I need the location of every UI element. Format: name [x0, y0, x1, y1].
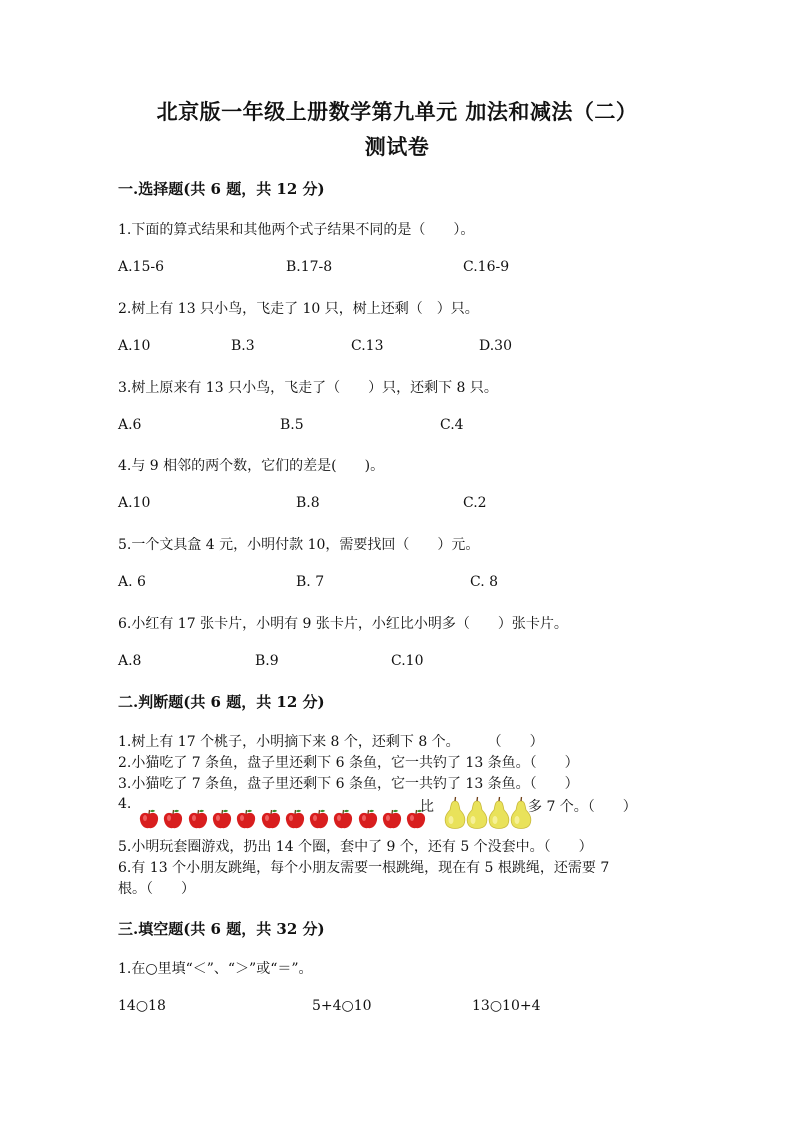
apple-icon	[308, 808, 330, 830]
judge-item-6: 6.有 13 个小朋友跳绳，每个小朋友需要一根跳绳，现在有 5 根跳绳，还需要 7	[118, 860, 610, 876]
apple-icon	[381, 808, 403, 830]
question-2: 2.树上有 13 只小鸟，飞走了 10 只，树上还剩（ ）只。	[118, 301, 479, 317]
apple-icon	[357, 808, 379, 830]
comparison-2: 5+4○10	[312, 998, 372, 1014]
options-5	[118, 574, 718, 594]
judge-item-1: 1.树上有 17 个桃子，小明摘下来 8 个，还剩下 8 个。 （ ）	[118, 734, 544, 750]
options-3	[118, 417, 718, 437]
options-4	[118, 495, 718, 515]
judge-item-4-tail: 多 7 个。（ ）	[528, 799, 637, 815]
judge-item-3: 3.小猫吃了 7 条鱼，盘子里还剩下 6 条鱼，它一共钓了 13 条鱼。（ ）	[118, 776, 579, 792]
options-2	[118, 338, 718, 358]
option-a: A.8	[118, 653, 142, 669]
apple-icon	[235, 808, 257, 830]
option-b: B.8	[296, 495, 320, 511]
option-c: C.16-9	[463, 259, 510, 275]
option-c: C.13	[351, 338, 384, 354]
apple-icon	[284, 808, 306, 830]
apple-icon	[260, 808, 282, 830]
apple-icon	[211, 808, 233, 830]
page-subtitle: 测试卷	[364, 134, 430, 159]
section-heading-choice: 一.选择题(共 6 题，共 12 分)	[118, 180, 325, 198]
option-b: B.3	[231, 338, 255, 354]
section-heading-fill: 三.填空题(共 6 题，共 32 分)	[118, 920, 325, 938]
option-a: A.15-6	[118, 259, 165, 275]
apple-icon	[138, 808, 160, 830]
option-b: B.5	[280, 417, 304, 433]
page-title: 北京版一年级上册数学第九单元 加法和减法（二）	[156, 99, 638, 124]
judge-item-2: 2.小猫吃了 7 条鱼，盘子里还剩下 6 条鱼，它一共钓了 13 条鱼。（ ）	[118, 755, 579, 771]
option-a: A.10	[118, 338, 151, 354]
options-6	[118, 653, 718, 673]
option-b: B.17-8	[286, 259, 333, 275]
judge-item-4	[118, 796, 678, 834]
section-heading-judge: 二.判断题(共 6 题，共 12 分)	[118, 693, 325, 711]
comparison-3: 13○10+4	[472, 998, 541, 1014]
option-c: C. 8	[470, 574, 499, 590]
options-1	[118, 259, 718, 279]
question-3: 3.树上原来有 13 只小鸟，飞走了（ ）只，还剩下 8 只。	[118, 380, 498, 396]
question-6: 6.小红有 17 张卡片，小明有 9 张卡片，小红比小明多（ ）张卡片。	[118, 616, 568, 632]
fill-question-1: 1.在○里填“＜”、“＞”或“＝”。	[118, 961, 313, 977]
option-b: B. 7	[296, 574, 325, 590]
option-a: A.6	[118, 417, 142, 433]
apple-icon	[332, 808, 354, 830]
apple-icon	[187, 808, 209, 830]
option-c: C.4	[440, 417, 464, 433]
comparison-1: 14○18	[118, 998, 166, 1014]
compare-word: 比	[420, 799, 434, 815]
apple-icon	[162, 808, 184, 830]
judge-item-5: 5.小明玩套圈游戏，扔出 14 个圈，套中了 9 个，还有 5 个没套中。（ ）	[118, 839, 593, 855]
question-5: 5.一个文具盒 4 元，小明付款 10，需要找回（ ）元。	[118, 537, 480, 553]
option-c: C.10	[391, 653, 424, 669]
option-a: A.10	[118, 495, 151, 511]
option-b: B.9	[255, 653, 279, 669]
question-4: 4.与 9 相邻的两个数，它们的差是( )。	[118, 458, 385, 474]
option-a: A. 6	[118, 574, 146, 590]
judge-item-4-number: 4.	[118, 796, 132, 812]
option-c: C.2	[463, 495, 487, 511]
judge-item-6-cont: 根。（ ）	[118, 881, 195, 897]
question-1: 1.下面的算式结果和其他两个式子结果不同的是（ ）。	[118, 222, 475, 238]
option-d: D.30	[479, 338, 512, 354]
